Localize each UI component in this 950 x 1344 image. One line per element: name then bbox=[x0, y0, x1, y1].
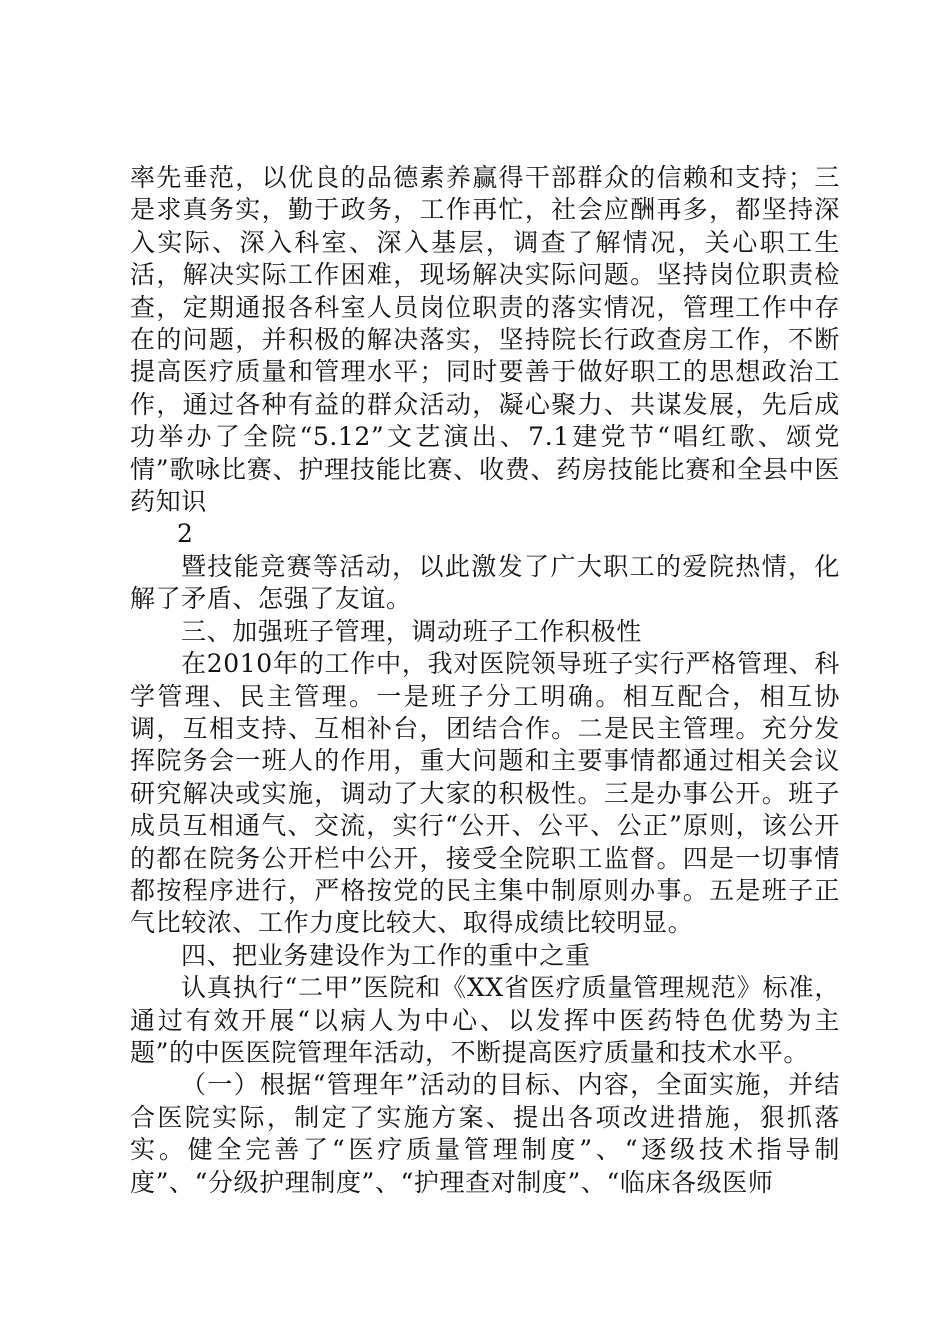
paragraph-standards: 认真执行“二甲”医院和《XX省医疗质量管理规范》标准，通过有效开展“以病人为中心、以发挥中医药特色优势为主题”的中医医院管理年活动，不断提高医疗质量和技术水平。 bbox=[130, 973, 840, 1067]
document-body bbox=[130, 162, 840, 1199]
paragraph-continuation: 率先垂范，以优良的品德素养赢得干部群众的信赖和支持；三是求真务实，勤于政务，工作再忙，社会应酬再多，都坚持深入实际、深入科室、深入基层，调查了解情况，关心职工生活，解决实际工作困难，现场解决实际问题。坚持岗位职责检查，定期通报各科室人员岗位职责的落实情况，管理工作中存在的问题，并积极的解决落实，坚持院长行政查房工作，不断提高医疗质量和管理水平；同时要善于做好职工的思想政治工作，通过各种有益的群众活动，凝心聚力、共谋发展，先后成功举办了全院“5.12”文艺演出、7.1建党节“唱红歌、颂党情”歌咏比赛、护理技能比赛、收费、药房技能比赛和全县中医药知识 bbox=[130, 163, 840, 517]
paragraph-leadership: 在2010年的工作中，我对医院领导班子实行严格管理、科学管理、民主管理。一是班子分工明确。相互配合，相互协调，互相支持、互相补台，团结合作。二是民主管理。充分发挥院务会一班人的作用，重大问题和主要事情都通过相关会议研究解决或实施，调动了大家的积极性。三是办事公开。班子成员互相通气、交流，实行“公开、公平、公正”原则，该公开的都在院务公开栏中公开，接受全院职工监督。四是一切事情都按程序进行，严格按党的民主集中制原则办事。五是班子正气比较浓、工作力度比较大、取得成绩比较明显。 bbox=[130, 649, 840, 938]
paragraph-management-year: （一）根据“管理年”活动的目标、内容，全面实施，并结合医院实际，制定了实施方案、提出各项改进措施，狠抓落实。健全完善了“医疗质量管理制度”、“逐级技术指导制度”、“分级护理制度”、“护理查对制度”、“临床各级医师 bbox=[130, 1070, 840, 1197]
paragraph-activities: 暨技能竞赛等活动，以此激发了广大职工的爱院热情，化解了矛盾、怎强了友谊。 bbox=[130, 551, 840, 614]
page-number: 2 bbox=[177, 519, 194, 549]
section-heading-3: 三、加强班子管理，调动班子工作积极性 bbox=[181, 616, 642, 646]
section-heading-4: 四、把业务建设作为工作的重中之重 bbox=[181, 940, 591, 970]
